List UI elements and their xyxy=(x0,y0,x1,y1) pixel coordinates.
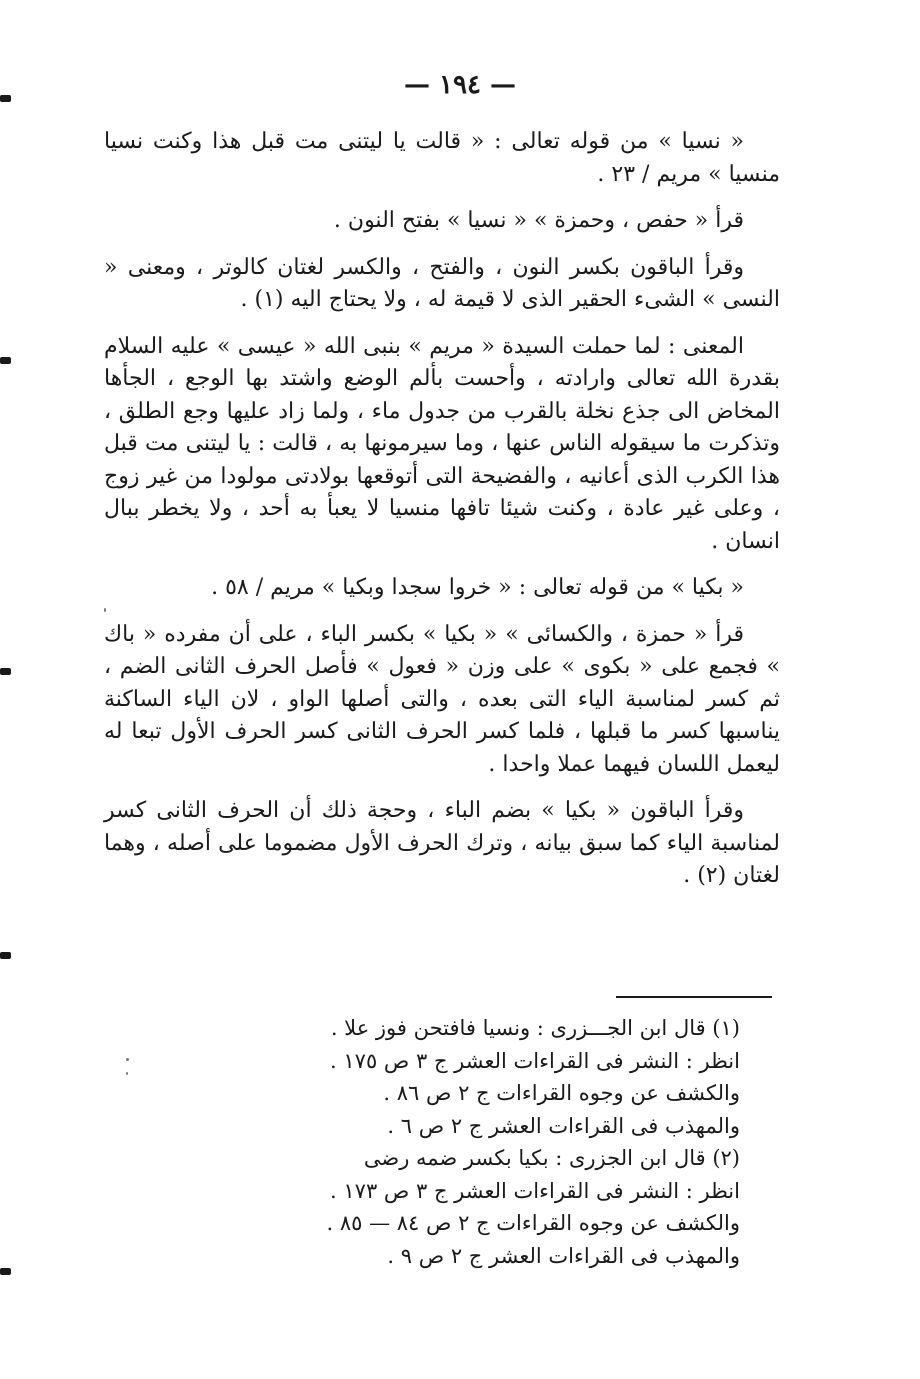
footnote-separator xyxy=(616,996,772,998)
paragraph: قرأ « حمزة ، والكسائى » « بكيا » بكسر الباء ، على أن مفرده « باك » فجمع على « بكوى » على وزن « فعول » فأصل الحرف الثانى الضم ، ثم كسر لمناسبة الياء التى بعده ، والتى أصلها الواو ، لان الياء الساكنة يناسبها كسر ما قبلها ، فلما كسر الحرف الثانى كسر الحرف الأول تبعا له ليعمل اللسان فيهما عملا واحدا . xyxy=(104,621,780,777)
paragraph: وقرأ الباقون بكسر النون ، والفتح ، والكسر لغتان كالوتر ، ومعنى « النسى » الشىء الحقير الذى لا قيمة له ، ولا يحتاج اليه (١) . xyxy=(104,254,780,312)
footnote-line: انظر : النشر فى القراءات العشر ج ٣ ص ١٧٥ . xyxy=(330,1048,740,1073)
footnote-line: (١) قال ابن الجـــزرى : ونسيا فافتحن فوز علا . xyxy=(330,1016,740,1040)
paragraph: « نسيا » من قوله تعالى : « قالت يا ليتنى مت قبل هذا وكنت نسيا منسيا » مريم / ٢٣ . xyxy=(104,129,780,187)
binding-mark xyxy=(0,1268,11,1275)
footnotes xyxy=(230,1012,740,1272)
paragraph: وقرأ الباقون « بكيا » بضم الباء ، وحجة ذلك أن الحرف الثانى كسر لمناسبة الياء كما سبق بيانه ، وترك الحرف الأول مضموما على أصله ، وهما لغتان (٢) . xyxy=(104,798,780,888)
footnote-line: والكشف عن وجوه القراءات ج ٢ ص ٨٤ — ٨٥ . xyxy=(326,1211,740,1235)
paragraph: قرأ « حفص ، وحمزة » « نسيا » بفتح النون . xyxy=(333,208,744,233)
footnote-line: والمهذب فى القراءات العشر ج ٢ ص ٦ . xyxy=(387,1113,740,1138)
footnote-line: انظر : النشر فى القراءات العشر ج ٣ ص ١٧٣ . xyxy=(330,1178,740,1203)
main-text xyxy=(104,126,780,893)
binding-mark xyxy=(0,357,11,364)
page-number: — ١٩٤ — xyxy=(403,70,517,100)
scan-speck xyxy=(126,1072,128,1075)
scan-speck xyxy=(126,1058,129,1061)
footnote-line: والمهذب فى القراءات العشر ج ٢ ص ٩ . xyxy=(387,1243,740,1268)
binding-mark xyxy=(0,668,11,675)
footnote-line: (٢) قال ابن الجزرى : بكيا بكسر ضمه رضى xyxy=(363,1146,740,1170)
footnote-line: والكشف عن وجوه القراءات ج ٢ ص ٨٦ . xyxy=(383,1081,740,1105)
paragraph: المعنى : لما حملت السيدة « مريم » بنبى الله « عيسى » عليه السلام بقدرة الله تعالى وارادته ، وأحست بألم الوضع واشتد بها الوجع ، الجأها المخاض الى جذع نخلة بالقرب من جدول ماء ، ولما زاد عليها وجع الطلق ، وتذكرت ما سيقوله الناس عنها ، وما سيرمونها به ، قالت : يا ليتنى مت قبل هذا الكرب الذى أعانيه ، والفضيحة التى أتوقعها بولادتى مولودا من غير زوج ، وعلى غير عادة ، وكنت شيئا تافها منسيا لا يعبأ به أحد ، ولا يخطر ببال انسان . xyxy=(104,333,780,554)
paragraph: « بكيا » من قوله تعالى : « خروا سجدا وبكيا » مريم / ٥٨ . xyxy=(211,575,744,600)
binding-mark xyxy=(0,952,11,959)
